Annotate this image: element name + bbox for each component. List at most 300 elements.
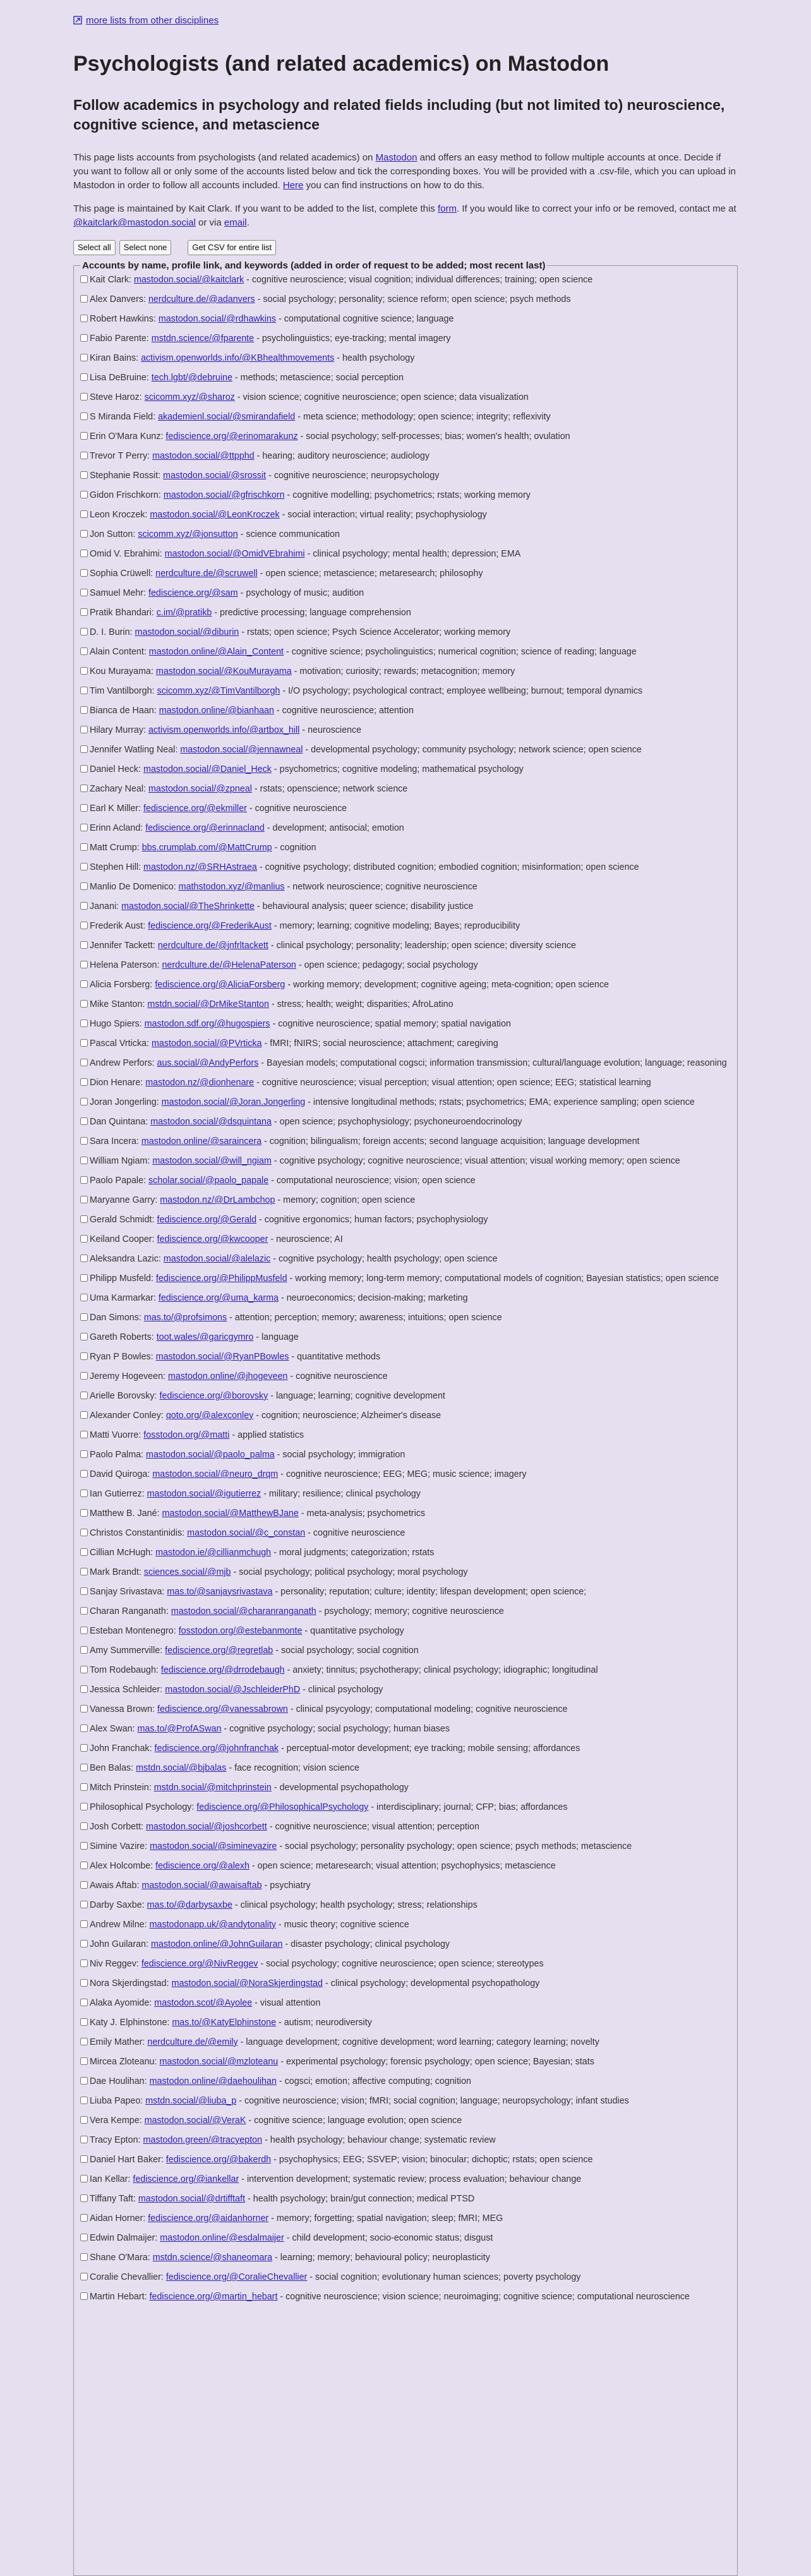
account-profile-link[interactable]: mastodon.nz/@DrLambchop (160, 1195, 275, 1205)
account-checkbox[interactable] (80, 1078, 88, 1086)
account-checkbox[interactable] (80, 1157, 88, 1164)
account-profile-link[interactable]: nerdculture.de/@adanvers (148, 294, 255, 304)
account-checkbox[interactable] (80, 2175, 88, 2182)
instructions-link[interactable]: Here (282, 179, 304, 191)
account-checkbox[interactable] (80, 1294, 88, 1301)
maintainer-mastodon-link[interactable]: @kaitclark@mastodon.social (73, 217, 196, 229)
account-checkbox[interactable] (80, 275, 88, 283)
account-checkbox[interactable] (80, 608, 88, 616)
account-profile-link[interactable]: mastodon.online/@bianhaan (159, 705, 274, 716)
account-name: Bianca de Haan: (90, 705, 157, 716)
account-keywords: - language (253, 1332, 299, 1342)
account-checkbox[interactable] (80, 1529, 88, 1536)
account-checkbox[interactable] (80, 961, 88, 968)
account-row (80, 998, 731, 1011)
account-profile-link[interactable]: scicomm.xyz/@jonsutton (138, 529, 238, 539)
account-profile-link[interactable]: fediscience.org/@vanessabrown (157, 1704, 288, 1714)
account-keywords: - psycholinguistics; eye-tracking; mental imagery (254, 333, 451, 344)
account-checkbox[interactable] (80, 1959, 88, 1967)
account-profile-link[interactable]: mastodon.social/@awaisaftab (141, 1880, 262, 1891)
account-row (80, 548, 731, 560)
account-profile-link[interactable]: nerdculture.de/@jnfrltackett (157, 940, 268, 951)
account-profile-link[interactable]: fediscience.org/@erinnacland (145, 822, 265, 833)
account-profile-link[interactable]: fediscience.org/@regretlab (165, 1645, 273, 1656)
account-name: Robert Hawkins: (90, 313, 156, 324)
account-profile-link[interactable]: fediscience.org/@PhilippMusfeld (155, 1273, 287, 1284)
account-name: Simine Vazire: (90, 1841, 148, 1851)
account-checkbox[interactable] (80, 1255, 88, 1262)
account-profile-link[interactable]: mastodon.social/@zpneal (148, 783, 252, 794)
account-profile-link[interactable]: scholar.social/@paolo_papale (148, 1175, 269, 1186)
account-checkbox[interactable] (80, 706, 88, 714)
email-link[interactable]: email (224, 217, 247, 229)
account-checkbox[interactable] (80, 1411, 88, 1419)
account-profile-link[interactable]: tech.lgbt/@debruine (151, 372, 232, 383)
account-profile-link[interactable]: mastodon.social/@jennawneal (180, 744, 303, 755)
account-checkbox[interactable] (80, 1568, 88, 1575)
account-profile-link[interactable]: mastodon.social/@OmidVEbrahimi (164, 548, 305, 559)
account-checkbox[interactable] (80, 882, 88, 890)
account-profile-link[interactable]: fediscience.org/@CoralieChevallier (165, 2272, 308, 2282)
account-row (80, 1448, 731, 1461)
account-checkbox[interactable] (80, 2273, 88, 2280)
account-checkbox[interactable] (80, 315, 88, 322)
account-profile-link[interactable]: mas.to/@sanjaysrivastava (167, 1586, 273, 1597)
account-checkbox[interactable] (80, 1235, 88, 1243)
account-profile-link[interactable]: fediscience.org/@martin_hebart (149, 2291, 278, 2302)
account-row (80, 1683, 731, 1696)
account-checkbox[interactable] (80, 980, 88, 988)
form-link[interactable]: form (437, 203, 457, 215)
account-profile-link[interactable]: mastodon.social/@VeraK (144, 2115, 246, 2126)
account-checkbox[interactable] (80, 1764, 88, 1771)
account-row (80, 352, 731, 364)
account-checkbox[interactable] (80, 843, 88, 851)
account-checkbox[interactable] (80, 471, 88, 479)
account-profile-link[interactable]: nerdculture.de/@scruwell (155, 568, 258, 579)
account-keywords: - cognitive neuroscience; EEG; MEG; music science; imagery (278, 1469, 527, 1479)
account-row (80, 1527, 731, 1539)
account-checkbox[interactable] (80, 1920, 88, 1928)
account-checkbox[interactable] (80, 1999, 88, 2006)
account-row (80, 1664, 731, 1676)
account-checkbox[interactable] (80, 393, 88, 400)
account-profile-link[interactable]: mathstodon.xyz/@manlius (178, 881, 285, 892)
account-profile-link[interactable]: mastodon.social/@kaitclark (133, 274, 244, 285)
account-checkbox[interactable] (80, 373, 88, 381)
account-profile-link[interactable]: fediscience.org/@johnfranchak (154, 1743, 279, 1754)
account-profile-link[interactable]: mastodon.social/@alelazic (163, 1253, 271, 1264)
account-profile-link[interactable]: mastodon.social/@ttpphd (152, 450, 255, 461)
account-profile-link[interactable]: fediscience.org/@drrodebaugh (160, 1664, 285, 1675)
account-checkbox[interactable] (80, 2136, 88, 2143)
account-profile-link[interactable]: mastodon.social/@mzloteanu (159, 2056, 279, 2067)
account-checkbox[interactable] (80, 1059, 88, 1066)
account-profile-link[interactable]: fediscience.org/@iankellar (133, 2174, 239, 2184)
account-keywords: - cognitive neuroscience; visual attention; perception (267, 1821, 479, 1832)
account-profile-link[interactable]: fediscience.org/@borovsky (159, 1390, 268, 1401)
account-profile-link[interactable]: toot.wales/@garicgymro (156, 1332, 254, 1342)
account-keywords: - health psychology (334, 352, 415, 363)
account-profile-link[interactable]: mastodon.social/@RyanPBowles (155, 1351, 289, 1362)
account-checkbox[interactable] (80, 687, 88, 694)
account-checkbox[interactable] (80, 1587, 88, 1595)
account-checkbox[interactable] (80, 2194, 88, 2202)
account-row (80, 528, 731, 541)
account-row (80, 1801, 731, 1814)
account-keywords: - cognition; neuroscience; Alzheimer's disease (253, 1410, 442, 1421)
account-profile-link[interactable]: mastodon.ie/@cillianmchugh (155, 1547, 272, 1558)
account-profile-link[interactable]: fediscience.org/@Gerald (157, 1214, 257, 1225)
account-checkbox[interactable] (80, 1392, 88, 1399)
account-checkbox[interactable] (80, 1803, 88, 1810)
account-profile-link[interactable]: mastodon.social/@MatthewBJane (162, 1508, 299, 1519)
account-profile-link[interactable]: mastodon.social/@Joran.Jongerling (161, 1097, 306, 1107)
account-row (80, 2212, 731, 2225)
account-keywords: - predictive processing; language comprehension (212, 607, 411, 618)
account-keywords: - memory; learning; cognitive modeling; Bayes; reproducibility (271, 920, 520, 931)
account-profile-link[interactable]: mstdn.science/@shaneomara (152, 2252, 273, 2263)
account-name: Hugo Spiers: (90, 1018, 142, 1029)
page-title: Psychologists (and related academics) on Mastodon (73, 52, 610, 76)
account-profile-link[interactable]: fediscience.org/@ekmiller (143, 803, 247, 814)
account-profile-link[interactable]: mastodon.online/@esdalmaijer (160, 2232, 284, 2243)
account-profile-link[interactable]: mastodon.social/@KouMurayama (155, 666, 292, 677)
account-checkbox[interactable] (80, 1548, 88, 1556)
account-profile-link[interactable]: scicomm.xyz/@TimVantilborgh (157, 685, 280, 696)
account-profile-link[interactable]: mas.to/@profsimons (143, 1312, 227, 1323)
account-checkbox[interactable] (80, 2018, 88, 2026)
account-row (80, 704, 731, 717)
account-row (80, 391, 731, 404)
account-profile-link[interactable]: fediscience.org/@NivReggev (141, 1958, 258, 1969)
account-checkbox[interactable] (80, 1705, 88, 1712)
account-checkbox[interactable] (80, 295, 88, 303)
account-profile-link[interactable]: fosstodon.org/@estebanmonte (178, 1625, 303, 1636)
account-checkbox[interactable] (80, 491, 88, 498)
account-row (80, 371, 731, 384)
account-row (80, 509, 731, 521)
account-checkbox[interactable] (80, 804, 88, 812)
account-keywords: - language; learning; cognitive development (268, 1390, 445, 1401)
account-checkbox[interactable] (80, 1137, 88, 1145)
account-checkbox[interactable] (80, 1470, 88, 1478)
account-checkbox[interactable] (80, 2292, 88, 2300)
account-name: Mircea Zloteanu: (90, 2056, 157, 2067)
account-profile-link[interactable]: fediscience.org/@FrederikAust (148, 920, 272, 931)
account-profile-link[interactable]: mastodon.online/@daehoulihan (149, 2076, 277, 2086)
account-profile-link[interactable]: mas.to/@KatyElphinstone (172, 2017, 277, 2028)
account-keywords: - cognitive neuroscience; vision science; neuroimaging; cognitive science; computational neuroscience (277, 2291, 690, 2302)
account-checkbox[interactable] (80, 667, 88, 675)
account-keywords: - face recognition; vision science (226, 1762, 359, 1773)
get-csv-button[interactable]: Get CSV for entire list (188, 240, 276, 255)
account-checkbox[interactable] (80, 1979, 88, 1987)
account-profile-link[interactable]: mastodon.green/@tracyepton (143, 2134, 263, 2145)
account-checkbox[interactable] (80, 2214, 88, 2222)
account-profile-link[interactable]: mstdn.social/@bjbalas (136, 1762, 227, 1773)
account-checkbox[interactable] (80, 1313, 88, 1321)
account-name: Gareth Roberts: (90, 1332, 154, 1342)
account-name: Vanessa Brown: (90, 1704, 155, 1714)
account-keywords: - interdisciplinary; journal; CFP; bias; affordances (368, 1802, 568, 1812)
account-profile-link[interactable]: mastodon.social/@paolo_palma (146, 1449, 275, 1460)
account-keywords: - health psychology; brain/gut connection; medical PTSD (245, 2193, 475, 2204)
account-row (80, 2290, 731, 2303)
account-checkbox[interactable] (80, 412, 88, 420)
account-profile-link[interactable]: fediscience.org/@sam (148, 587, 238, 598)
account-profile-link[interactable]: mastodon.online/@saraincera (141, 1136, 262, 1147)
account-profile-link[interactable]: mstdn.social/@liuba_p (145, 2095, 237, 2106)
account-checkbox[interactable] (80, 1333, 88, 1340)
account-checkbox[interactable] (80, 334, 88, 342)
account-row (80, 1625, 731, 1637)
account-profile-link[interactable]: mstdn.science/@fparente (151, 333, 255, 344)
account-row (80, 2134, 731, 2146)
account-profile-link[interactable]: mastodon.social/@JschleiderPhD (165, 1684, 301, 1695)
account-row (80, 1546, 731, 1559)
account-row (80, 665, 731, 678)
mastodon-link[interactable]: Mastodon (375, 152, 418, 164)
account-keywords: - psychophysics; EEG; SSVEP; vision; binocular; dichoptic; rstats; open science (271, 2154, 593, 2165)
account-profile-link[interactable]: sciences.social/@mjb (143, 1567, 231, 1577)
account-profile-link[interactable]: mastodon.social/@charanranganath (171, 1606, 316, 1616)
account-checkbox[interactable] (80, 2116, 88, 2124)
account-profile-link[interactable]: activism.openworlds.info/@KBhealthmovements (141, 352, 335, 363)
account-checkbox[interactable] (80, 1196, 88, 1203)
account-checkbox[interactable] (80, 1450, 88, 1458)
account-profile-link[interactable]: mastodon.social/@dsquintana (150, 1116, 272, 1127)
account-profile-link[interactable]: mastodon.social/@siminevazire (150, 1841, 277, 1851)
account-row (80, 293, 731, 306)
account-row (80, 1468, 731, 1481)
account-checkbox[interactable] (80, 745, 88, 753)
account-keywords: - psychometrics; cognitive modeling; mathematical psychology (271, 764, 524, 774)
account-checkbox[interactable] (80, 1822, 88, 1830)
account-checkbox[interactable] (80, 1509, 88, 1517)
account-profile-link[interactable]: scicomm.xyz/@sharoz (144, 392, 235, 402)
account-row (80, 2016, 731, 2029)
account-checkbox[interactable] (80, 1881, 88, 1889)
account-keywords: - quantitative psychology (302, 1625, 404, 1636)
account-checkbox[interactable] (80, 1646, 88, 1654)
account-profile-link[interactable]: mstdn.social/@DrMikeStanton (147, 999, 269, 1009)
account-keywords: - memory; forgetting; spatial navigation; sleep; fMRI; MEG (268, 2213, 503, 2224)
maintainer-text-3: or via (195, 217, 224, 229)
account-profile-link[interactable]: mastodonapp.uk/@andytonality (149, 1919, 277, 1930)
account-row (80, 1213, 731, 1226)
account-checkbox[interactable] (80, 922, 88, 929)
select-none-button[interactable]: Select none (119, 240, 172, 255)
account-profile-link[interactable]: fediscience.org/@bakerdh (165, 2154, 272, 2165)
account-checkbox[interactable] (80, 530, 88, 538)
account-profile-link[interactable]: fosstodon.org/@matti (143, 1429, 230, 1440)
account-name: Dan Simons: (90, 1312, 141, 1323)
account-keywords: - cognitive neuroscience; vision; fMRI; social cognition; language; neuropsychology; infant studies (236, 2095, 629, 2106)
other-disciplines-link[interactable]: more lists from other disciplines (86, 15, 219, 26)
account-checkbox[interactable] (80, 2057, 88, 2065)
account-keywords: - motivation; curiosity; rewards; metacognition; memory (291, 666, 515, 677)
account-keywords: - social psychology; cognitive neuroscience; open science; stereotypes (258, 1958, 544, 1969)
account-row (80, 1488, 731, 1500)
account-checkbox[interactable] (80, 1000, 88, 1008)
account-profile-link[interactable]: mastodon.social/@c_constan (187, 1527, 306, 1538)
account-row (80, 763, 731, 776)
account-checkbox[interactable] (80, 1940, 88, 1947)
account-name: Erinn Acland: (90, 822, 143, 833)
account-profile-link[interactable]: mastodon.scot/@Ayolee (154, 1997, 253, 2008)
account-name: Liuba Papeo: (90, 2095, 143, 2106)
account-profile-link[interactable]: akademienl.social/@smirandafield (158, 411, 296, 422)
account-name: Erin O'Mara Kunz: (90, 431, 164, 442)
account-row (80, 1174, 731, 1187)
account-profile-link[interactable]: mastodon.social/@PVrticka (152, 1038, 262, 1049)
account-checkbox[interactable] (80, 726, 88, 733)
account-checkbox[interactable] (80, 2097, 88, 2104)
account-checkbox[interactable] (80, 589, 88, 596)
account-profile-link[interactable]: mastodon.social/@igutierrez (147, 1488, 261, 1499)
account-profile-link[interactable]: qoto.org/@alexconley (165, 1410, 254, 1421)
account-profile-link[interactable]: mastodon.sdf.org/@hugospiers (144, 1018, 270, 1029)
account-keywords: - working memory; long-term memory; computational models of cognition; Bayesian statistics; open science (287, 1273, 719, 1284)
account-checkbox[interactable] (80, 354, 88, 361)
account-name: Alex Danvers: (90, 294, 146, 304)
account-profile-link[interactable]: fediscience.org/@PhilosophicalPsychology (196, 1802, 369, 1812)
account-checkbox[interactable] (80, 1842, 88, 1850)
account-row (80, 1781, 731, 1794)
account-checkbox[interactable] (80, 569, 88, 577)
account-checkbox[interactable] (80, 902, 88, 910)
account-profile-link[interactable]: mastodon.online/@Alain_Content (148, 646, 284, 657)
account-profile-link[interactable]: mastodon.social/@TheShrinkette (121, 901, 255, 912)
account-keywords: - cognitive neuroscience (305, 1527, 406, 1538)
account-checkbox[interactable] (80, 2155, 88, 2163)
account-profile-link[interactable]: fediscience.org/@aidanhorner (148, 2213, 269, 2224)
account-row (80, 567, 731, 580)
account-profile-link[interactable]: mastodon.social/@neuro_drqm (152, 1469, 279, 1479)
account-profile-link[interactable]: mastodon.social/@rdhawkins (158, 313, 277, 324)
account-keywords: - quantitative methods (289, 1351, 381, 1362)
account-checkbox[interactable] (80, 863, 88, 870)
account-profile-link[interactable]: mastodon.online/@jhogeveen (167, 1371, 288, 1381)
account-checkbox[interactable] (80, 1901, 88, 1908)
account-profile-link[interactable]: mastodon.social/@will_ngiam (152, 1155, 272, 1166)
account-checkbox[interactable] (80, 1744, 88, 1752)
account-row (80, 1135, 731, 1148)
account-checkbox[interactable] (80, 510, 88, 518)
account-row (80, 1331, 731, 1344)
account-profile-link[interactable]: mastodon.nz/@SRHAstraea (143, 862, 257, 872)
account-keywords: - clinical psychology; personality; leadership; open science; diversity science (268, 940, 577, 951)
account-profile-link[interactable]: mas.to/@ProfASwan (137, 1723, 222, 1734)
account-profile-link[interactable]: fediscience.org/@alexh (155, 1860, 249, 1871)
account-checkbox[interactable] (80, 2253, 88, 2261)
account-checkbox[interactable] (80, 1685, 88, 1693)
account-profile-link[interactable]: mastodon.online/@JohnGuilaran (150, 1939, 283, 1949)
account-keywords: - cognitive neuroscience; visual cognition; individual differences; training; open science (244, 274, 593, 285)
account-keywords: - psychology of music; audition (237, 587, 364, 598)
account-profile-link[interactable]: mastodon.social/@drtifftaft (138, 2193, 246, 2204)
account-name: Pratik Bhandari: (90, 607, 154, 618)
account-checkbox[interactable] (80, 824, 88, 831)
account-keywords: - cognitive neuroscience; visual perception; visual attention; open science; EEG; statistical learning (254, 1077, 651, 1088)
account-name: Samuel Mehr: (90, 587, 146, 598)
account-checkbox[interactable] (80, 1372, 88, 1380)
account-profile-link[interactable]: mastodon.social/@joshcorbett (146, 1821, 267, 1832)
account-checkbox[interactable] (80, 647, 88, 655)
account-checkbox[interactable] (80, 1020, 88, 1027)
account-profile-link[interactable]: nerdculture.de/@HelenaPaterson (162, 960, 296, 970)
account-checkbox[interactable] (80, 785, 88, 792)
account-checkbox[interactable] (80, 1490, 88, 1497)
account-checkbox[interactable] (80, 1627, 88, 1634)
account-row (80, 822, 731, 834)
account-profile-link[interactable]: c.im/@pratikb (156, 607, 212, 618)
account-profile-link[interactable]: fediscience.org/@kwcooper (157, 1234, 268, 1244)
account-checkbox[interactable] (80, 2077, 88, 2085)
account-checkbox[interactable] (80, 1117, 88, 1125)
account-checkbox[interactable] (80, 1098, 88, 1105)
account-profile-link[interactable]: bbs.crumplab.com/@MattCrump (141, 842, 272, 853)
account-checkbox[interactable] (80, 1666, 88, 1673)
account-profile-link[interactable]: mastodon.social/@Daniel_Heck (143, 764, 272, 774)
account-checkbox[interactable] (80, 1176, 88, 1184)
account-checkbox[interactable] (80, 1783, 88, 1791)
account-profile-link[interactable]: mastodon.social/@NoraSkjerdingstad (171, 1978, 323, 1989)
account-profile-link[interactable]: mastodon.social/@LeonKroczek (150, 509, 280, 520)
account-checkbox[interactable] (80, 1607, 88, 1615)
account-profile-link[interactable]: fediscience.org/@erinomarakunz (165, 431, 298, 442)
account-profile-link[interactable]: fediscience.org/@uma_karma (158, 1292, 279, 1303)
account-checkbox[interactable] (80, 1352, 88, 1360)
account-checkbox[interactable] (80, 2038, 88, 2045)
account-row (80, 978, 731, 991)
account-profile-link[interactable]: mas.to/@darbysaxbe (147, 1899, 232, 1910)
account-profile-link[interactable]: nerdculture.de/@emily (147, 2037, 238, 2047)
account-checkbox[interactable] (80, 628, 88, 635)
account-checkbox[interactable] (80, 432, 88, 440)
account-profile-link[interactable]: mastodon.social/@srossit (163, 470, 267, 481)
account-checkbox[interactable] (80, 1039, 88, 1047)
account-row (80, 724, 731, 737)
account-checkbox[interactable] (80, 1431, 88, 1438)
account-checkbox[interactable] (80, 452, 88, 459)
account-checkbox[interactable] (80, 1862, 88, 1869)
account-checkbox[interactable] (80, 1724, 88, 1732)
account-profile-link[interactable]: mastodon.nz/@dionhenare (145, 1077, 255, 1088)
account-checkbox[interactable] (80, 550, 88, 557)
account-list (80, 274, 731, 2303)
account-profile-link[interactable]: mastodon.social/@diburin (135, 627, 239, 637)
account-row (80, 626, 731, 639)
account-checkbox[interactable] (80, 765, 88, 773)
account-name: Tiffany Taft: (90, 2193, 136, 2204)
account-profile-link[interactable]: aus.social/@AndyPerfors (157, 1057, 259, 1068)
select-all-button[interactable]: Select all (73, 240, 116, 255)
account-profile-link[interactable]: fediscience.org/@AliciaForsberg (155, 979, 285, 990)
account-checkbox[interactable] (80, 1215, 88, 1223)
account-name: Sanjay Srivastava: (90, 1586, 165, 1597)
account-profile-link[interactable]: mstdn.social/@mitchprinstein (153, 1782, 272, 1793)
account-profile-link[interactable]: activism.openworlds.info/@artbox_hill (148, 725, 300, 735)
account-checkbox[interactable] (80, 941, 88, 949)
account-keywords: - cognitive psychology; social psychology; human biases (221, 1723, 450, 1734)
account-keywords: - intensive longitudinal methods; rstats; psychometrics; EMA; experience sampling; open science (305, 1097, 695, 1107)
account-row (80, 1938, 731, 1951)
account-profile-link[interactable]: mastodon.social/@gfrischkorn (163, 490, 285, 500)
account-checkbox[interactable] (80, 1274, 88, 1282)
account-checkbox[interactable] (80, 2234, 88, 2241)
